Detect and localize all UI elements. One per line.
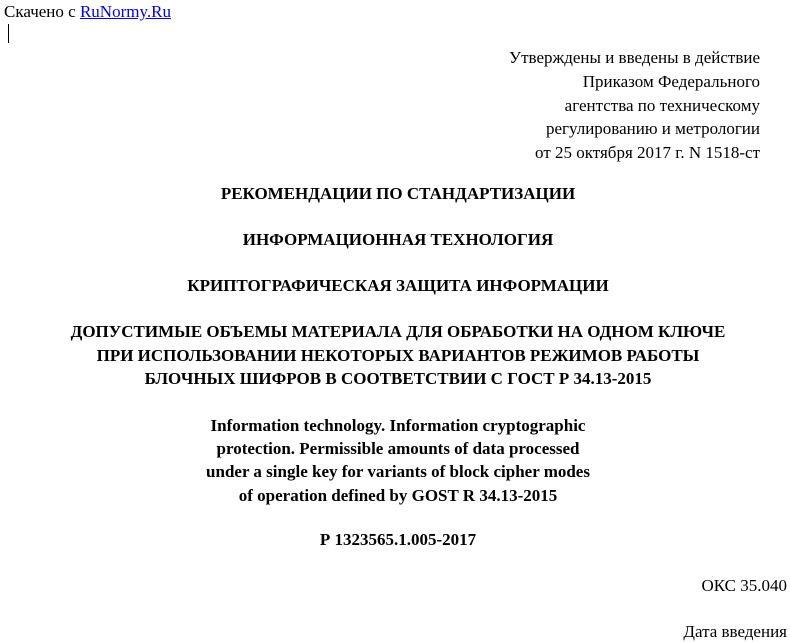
approval-line: от 25 октября 2017 г. N 1518-ст <box>535 143 760 163</box>
approval-line: агентства по техническому <box>564 95 760 115</box>
approval-block <box>509 46 760 165</box>
main-title-line: БЛОЧНЫХ ШИФРОВ В СООТВЕТСТВИИ С ГОСТ Р 34.13-2015 <box>144 369 652 388</box>
approval-line: Утверждены и введены в действие <box>509 48 760 67</box>
runormy-link[interactable]: RuNormy.Ru <box>79 2 171 21</box>
english-title <box>0 414 790 507</box>
text-caret <box>8 24 9 43</box>
approval-line: регулированию и метрологии <box>545 119 760 139</box>
source-line <box>4 2 171 22</box>
main-title-line: ПРИ ИСПОЛЬЗОВАНИИ НЕКОТОРЫХ ВАРИАНТОВ РЕЖИМОВ РАБОТЫ <box>96 345 700 365</box>
source-prefix: Скачено с <box>4 2 80 21</box>
oks-code: ОКС 35.040 <box>701 576 787 595</box>
english-title-line: Information technology. Information cryptographic <box>210 416 586 435</box>
recommendations-heading: РЕКОМЕНДАЦИИ ПО СТАНДАРТИЗАЦИИ <box>220 184 576 203</box>
approval-line: Приказом Федерального <box>582 71 760 91</box>
english-title-line: under a single key for variants of block cipher modes <box>206 462 590 482</box>
crypto-heading: КРИПТОГРАФИЧЕСКАЯ ЗАЩИТА ИНФОРМАЦИИ <box>187 276 609 295</box>
english-title-line: protection. Permissible amounts of data processed <box>216 439 580 459</box>
main-title <box>0 320 790 391</box>
english-title-line: of operation defined by GOST R 34.13-2015 <box>238 485 558 505</box>
intro-date-label: Дата введения <box>683 622 787 641</box>
info-tech-heading: ИНФОРМАЦИОННАЯ ТЕХНОЛОГИЯ <box>242 230 554 249</box>
main-title-line: ДОПУСТИМЫЕ ОБЪЕМЫ МАТЕРИАЛА ДЛЯ ОБРАБОТКИ НА ОДНОМ КЛЮЧЕ <box>70 322 726 341</box>
designation: Р 1323565.1.005-2017 <box>319 530 477 549</box>
